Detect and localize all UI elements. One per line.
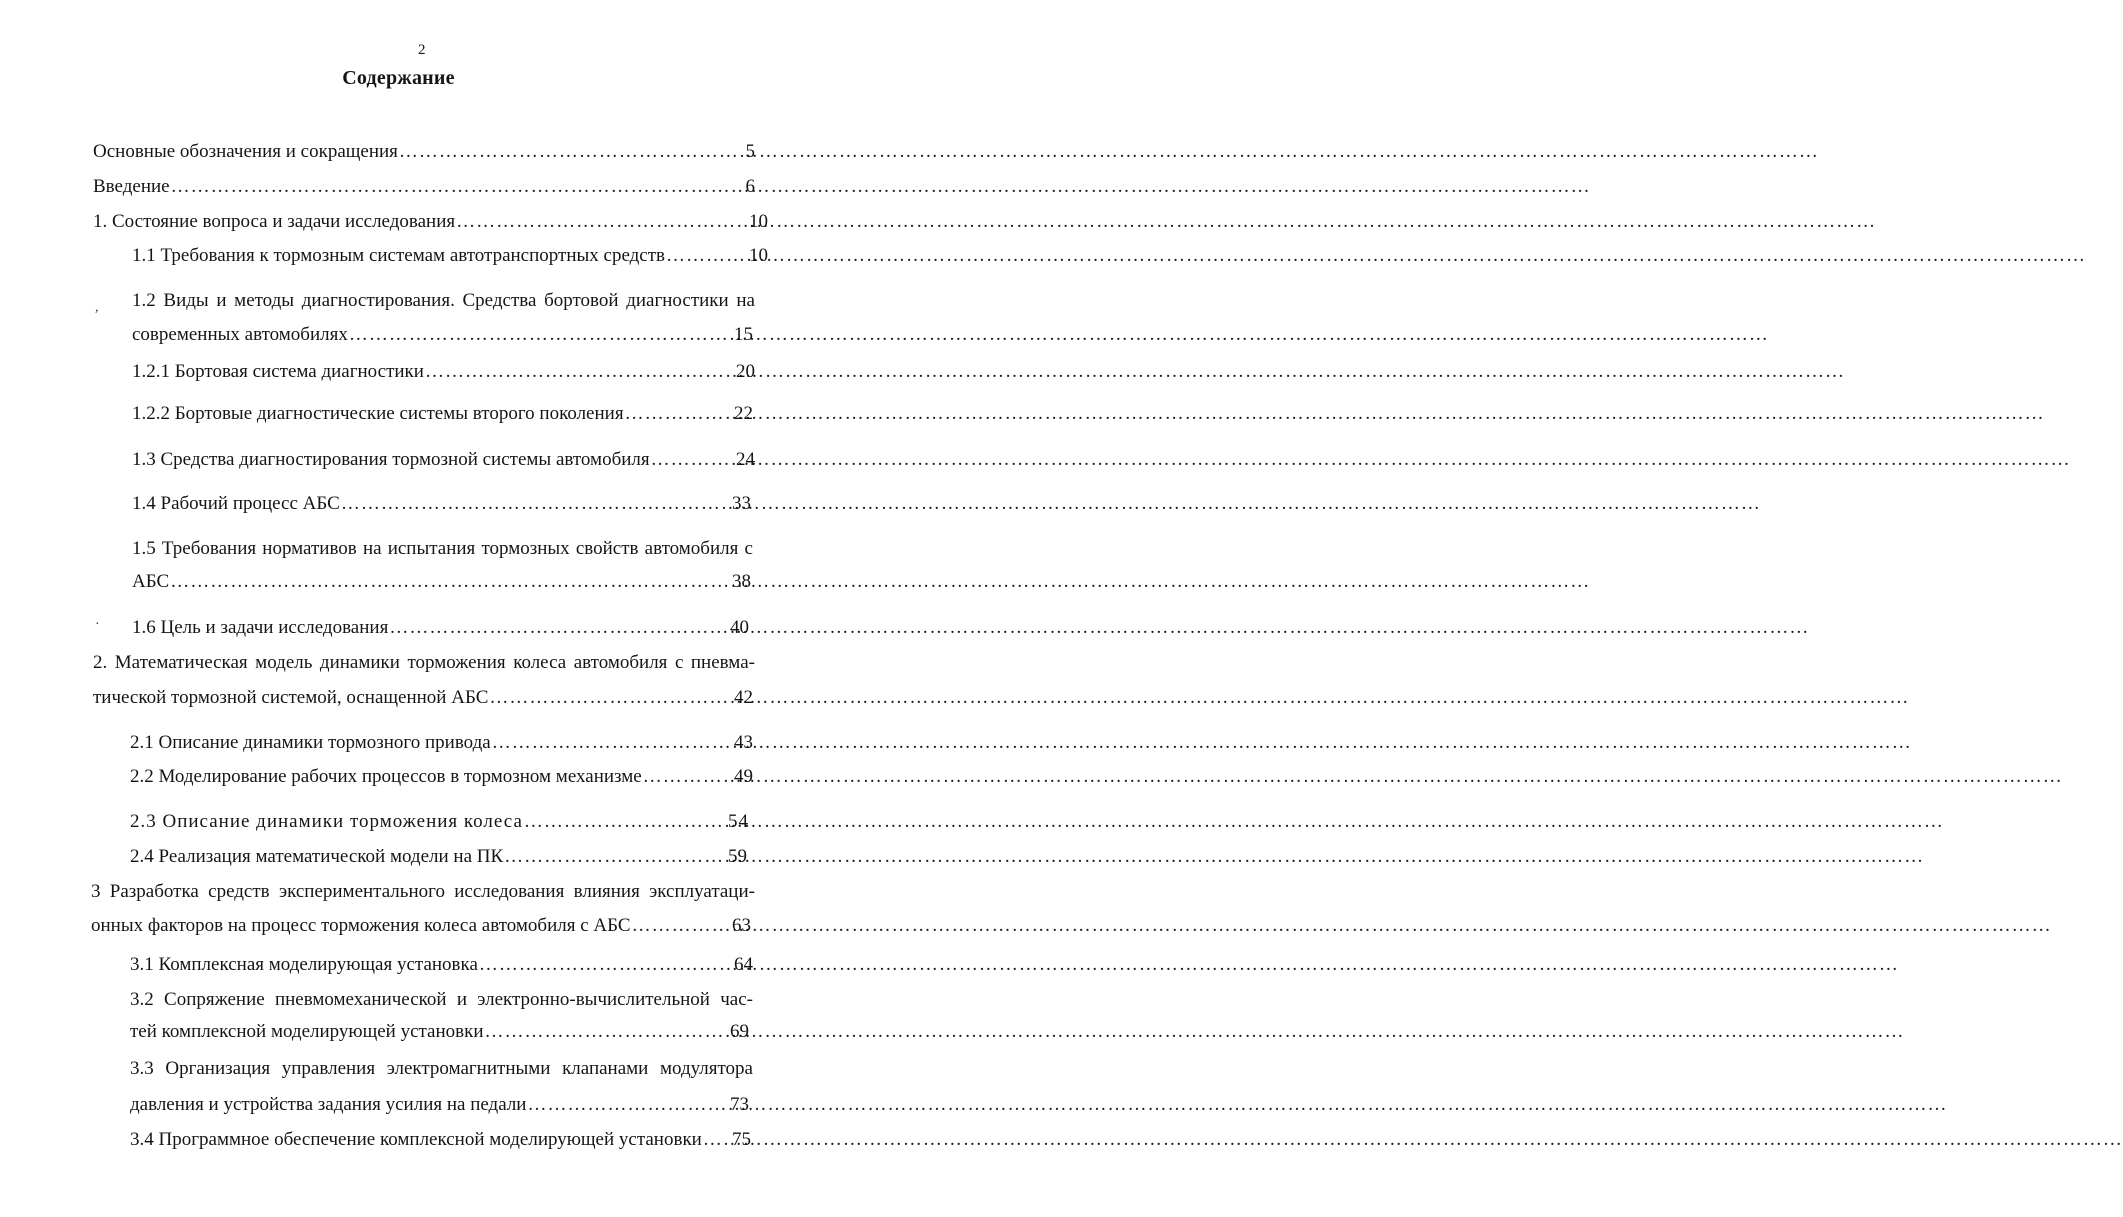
toc-leader-dots xyxy=(632,914,731,938)
toc-entry-1-2-1[interactable] xyxy=(132,360,755,384)
toc-entry-word: влияния xyxy=(573,881,640,902)
toc-leader-dots xyxy=(349,323,733,347)
toc-leader-dots xyxy=(666,244,748,268)
toc-entry-title: 1.2.2 Бортовые диагностические системы второго поколения xyxy=(132,403,624,424)
table-of-contents xyxy=(0,0,797,1217)
toc-entry-page: 59 xyxy=(728,846,747,867)
toc-entry-1-2[interactable] xyxy=(132,323,753,347)
toc-entry-word: свойств xyxy=(575,538,639,559)
toc-leader-dots xyxy=(479,953,733,977)
toc-entry-word: и xyxy=(456,989,468,1010)
toc-entry-word: испытания xyxy=(387,538,476,559)
toc-entry-word: торможения xyxy=(407,652,506,673)
toc-entry-title: 3.1 Комплексная моделирующая установка xyxy=(130,954,478,975)
toc-entry-page: 33 xyxy=(732,493,751,514)
toc-entry-word: модулятора xyxy=(659,1058,753,1079)
toc-entry-title: онных факторов на процесс торможения колеса автомобиля с АБС xyxy=(91,915,631,936)
toc-leader-dots xyxy=(170,570,731,594)
toc-entry-word: управления xyxy=(281,1058,376,1079)
toc-entry-title: тической тормозной системой, оснащенной АБС xyxy=(93,687,489,708)
toc-leader-dots xyxy=(425,360,735,384)
toc-entry-title: 1.2.1 Бортовая система диагностики xyxy=(132,361,424,382)
toc-entry-page: 10 xyxy=(749,211,768,232)
toc-entry-2-2[interactable] xyxy=(130,765,753,789)
toc-entry-word: тормозных xyxy=(481,538,570,559)
toc-entry-page: 63 xyxy=(732,915,751,936)
toc-entry-page: 22 xyxy=(734,403,753,424)
toc-entry-word: 2. xyxy=(93,652,108,673)
toc-leader-dots xyxy=(651,448,735,472)
toc-entry-word: нормативов xyxy=(262,538,357,559)
toc-leader-dots xyxy=(171,175,745,199)
toc-entry-1-6[interactable] xyxy=(132,616,749,640)
toc-entry-page: 64 xyxy=(734,954,753,975)
toc-entry-1-4[interactable] xyxy=(132,492,751,516)
toc-entry-word: пневмомеханической xyxy=(274,989,447,1010)
toc-entry-word: бортовой xyxy=(544,290,619,311)
toc-entry-word: 3.3 xyxy=(130,1058,154,1079)
toc-entry-word: Виды xyxy=(163,290,209,311)
toc-entry-title: 1.1 Требования к тормозным системам автотранспортных средств xyxy=(132,245,666,266)
toc-entry-3-4[interactable] xyxy=(130,1128,751,1152)
toc-entry-word: 3.2 xyxy=(130,989,154,1010)
toc-entry-1-1[interactable] xyxy=(132,244,768,268)
toc-entry-title: 1.4 Рабочий процесс АБС xyxy=(132,493,340,514)
toc-entry-title: 1.3 Средства диагностирования тормозной системы автомобиля xyxy=(132,449,650,470)
toc-entry-1-5-line1 xyxy=(132,537,753,561)
toc-entry-title: современных автомобилях xyxy=(132,324,348,345)
toc-entry-word: электромагнитными xyxy=(386,1058,551,1079)
toc-entry-word: колеса xyxy=(513,652,567,673)
toc-entry-word: 3 xyxy=(91,881,101,902)
toc-entry-word: Сопряжение xyxy=(164,989,265,1010)
toc-entry-word: с xyxy=(744,538,753,559)
toc-entry-title: 2.2 Моделирование рабочих процессов в тормозном механизме xyxy=(130,766,642,787)
page-number: 2 xyxy=(418,42,426,58)
toc-entry-page: 24 xyxy=(736,449,755,470)
toc-entry-word: автомобиля xyxy=(644,538,739,559)
toc-entry-3-3[interactable] xyxy=(130,1093,749,1117)
toc-leader-dots xyxy=(341,492,731,516)
toc-entry-chapter-2-line1 xyxy=(93,651,755,675)
toc-entry-abbreviations[interactable] xyxy=(93,140,755,164)
toc-entry-page: 49 xyxy=(734,766,753,787)
toc-entry-word: на xyxy=(736,290,755,311)
toc-entry-page: 10 xyxy=(749,245,768,266)
toc-entry-introduction[interactable] xyxy=(93,175,755,199)
toc-entry-1-5[interactable] xyxy=(132,570,751,594)
toc-entry-2-4[interactable] xyxy=(130,845,747,869)
toc-entry-word: и xyxy=(216,290,227,311)
toc-entry-1-3[interactable] xyxy=(132,448,755,472)
toc-entry-word: исследования xyxy=(454,881,565,902)
toc-entry-word: на xyxy=(362,538,382,559)
toc-entry-1-2-line1 xyxy=(132,289,755,313)
toc-entry-title: 2.1 Описание динамики тормозного привода xyxy=(130,732,491,753)
toc-entry-word: пневма- xyxy=(690,652,755,673)
toc-leader-dots xyxy=(703,1128,731,1152)
toc-entry-page: 42 xyxy=(734,687,753,708)
toc-entry-word: 1.5 xyxy=(132,538,156,559)
toc-entry-word: автомобиля xyxy=(573,652,668,673)
toc-leader-dots xyxy=(524,810,727,834)
toc-entry-chapter-2[interactable] xyxy=(93,686,753,710)
toc-entry-page: 75 xyxy=(732,1129,751,1150)
toc-entry-word: 1.2 xyxy=(132,290,156,311)
toc-entry-title: 1.6 Цель и задачи исследования xyxy=(132,617,389,638)
toc-entry-chapter-3[interactable] xyxy=(91,914,751,938)
toc-entry-3-2-line1 xyxy=(130,988,753,1012)
toc-entry-word: Математическая xyxy=(114,652,248,673)
toc-entry-1-2-2[interactable] xyxy=(132,402,753,426)
toc-leader-dots xyxy=(485,1020,729,1044)
toc-leader-dots xyxy=(456,210,748,234)
toc-entry-title: 1. Состояние вопроса и задачи исследования xyxy=(93,211,456,232)
toc-leader-dots xyxy=(489,686,733,710)
toc-entry-3-1[interactable] xyxy=(130,953,753,977)
toc-leader-dots xyxy=(527,1093,729,1117)
toc-entry-title: давления и устройства задания усилия на педали xyxy=(130,1094,527,1115)
toc-entry-word: Средства xyxy=(462,290,537,311)
toc-entry-word: с xyxy=(674,652,684,673)
toc-entry-word: диагностирования. xyxy=(301,290,455,311)
toc-leader-dots xyxy=(399,140,745,164)
toc-entry-chapter-3-line1 xyxy=(91,880,755,904)
toc-entry-page: 15 xyxy=(734,324,753,345)
toc-entry-word: Организация xyxy=(165,1058,271,1079)
toc-entry-page: 5 xyxy=(745,141,755,162)
toc-entry-title: 2.3 Описание динамики торможения колеса xyxy=(130,811,523,832)
toc-entry-page: 73 xyxy=(730,1094,749,1115)
toc-entry-title: Введение xyxy=(93,176,170,197)
toc-entry-word: методы xyxy=(234,290,295,311)
toc-entry-word: динамики xyxy=(319,652,400,673)
toc-entry-chapter-1[interactable] xyxy=(93,210,768,234)
toc-leader-dots xyxy=(625,402,733,426)
toc-entry-page: 43 xyxy=(734,732,753,753)
toc-entry-word: клапанами xyxy=(562,1058,649,1079)
toc-entry-page: 20 xyxy=(736,361,755,382)
toc-entry-word: средств xyxy=(208,881,270,902)
scan-speck: · xyxy=(95,617,100,632)
toc-entry-word: эксплуатаци- xyxy=(649,881,755,902)
toc-entry-page: 54 xyxy=(728,811,749,832)
toc-leader-dots xyxy=(492,731,733,755)
toc-entry-word: диагностики xyxy=(626,290,729,311)
toc-entry-page: 40 xyxy=(730,617,749,638)
scan-speck: , xyxy=(95,300,99,315)
toc-entry-word: час- xyxy=(720,989,753,1010)
toc-entry-3-3-line1 xyxy=(130,1057,753,1081)
toc-entry-title: 3.4 Программное обеспечение комплексной моделирующей установки xyxy=(130,1129,702,1150)
toc-entry-word: модель xyxy=(255,652,313,673)
toc-entry-title: тей комплексной моделирующей установки xyxy=(130,1021,484,1042)
toc-entry-title: Основные обозначения и сокращения xyxy=(93,141,398,162)
toc-entry-page: 6 xyxy=(745,176,755,197)
toc-leader-dots xyxy=(643,765,733,789)
toc-entry-title: 2.4 Реализация математической модели на ПК xyxy=(130,846,504,867)
toc-entry-word: электронно-вычислительной xyxy=(477,989,710,1010)
toc-entry-3-2[interactable] xyxy=(130,1020,749,1044)
toc-entry-2-1[interactable] xyxy=(130,731,753,755)
toc-entry-word: экспериментального xyxy=(278,881,445,902)
toc-entry-word: Разработка xyxy=(109,881,199,902)
toc-entry-page: 69 xyxy=(730,1021,749,1042)
toc-leader-dots xyxy=(389,616,729,640)
toc-entry-title: АБС xyxy=(132,571,170,592)
toc-entry-2-3[interactable] xyxy=(130,810,749,834)
page-title: Содержание xyxy=(342,67,455,89)
toc-entry-page: 38 xyxy=(732,571,751,592)
toc-entry-word: Требования xyxy=(161,538,257,559)
toc-leader-dots xyxy=(504,845,727,869)
